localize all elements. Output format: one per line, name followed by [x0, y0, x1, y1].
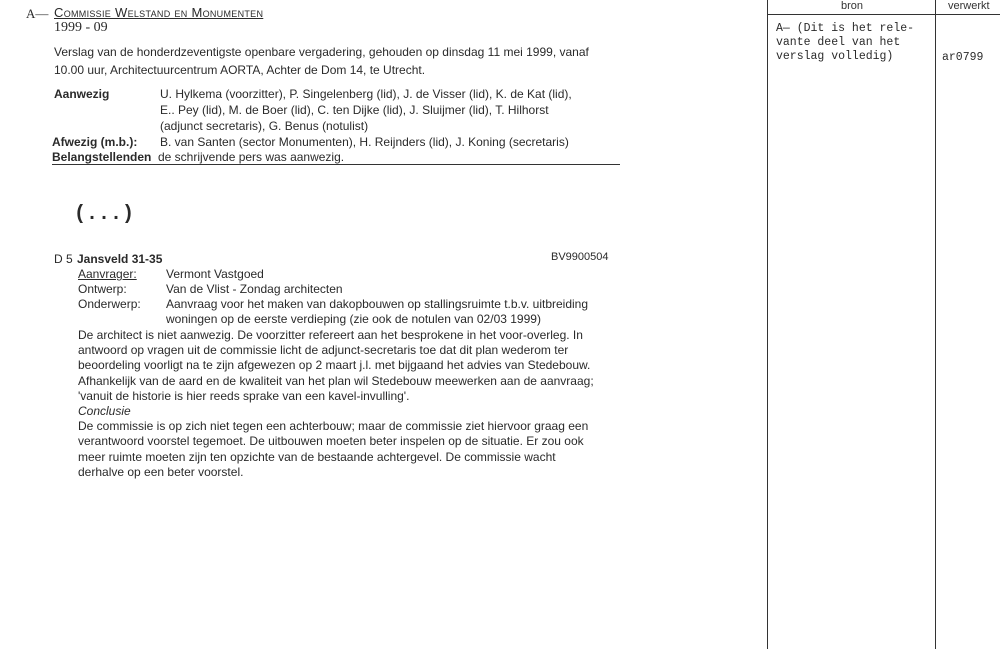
- section-marker: A—: [26, 6, 49, 21]
- margin-header-rule: [767, 14, 1000, 15]
- conclusion-line-2: verantwoord voorstel tegemoet. De uitbouwen moeten beter inspelen op de situatie. Er zou ook: [78, 434, 584, 448]
- body-line-1: De architect is niet aanwezig. De voorzitter refereert aan het besprokene in het voor-overleg. In: [78, 328, 583, 342]
- margin-divider: [935, 0, 936, 649]
- margin-left-border: [767, 0, 768, 649]
- item-code: D 5: [54, 252, 73, 266]
- conclusion-line-3: meer ruimte moeten zijn ten opzichte van de bestaande achtergevel. De commissie wacht: [78, 450, 556, 464]
- meeting-number: 1999 - 09: [54, 20, 108, 35]
- ellipsis: (...): [74, 203, 135, 226]
- bron-line-2: vante deel van het: [776, 36, 901, 49]
- intro-line-1: Verslag van de honderdzeventigste openbare vergadering, gehouden op dinsdag 11 mei 1999, vanaf: [54, 45, 589, 59]
- item-title: Jansveld 31-35: [77, 252, 163, 266]
- interested-text: de schrijvende pers was aanwezig.: [158, 150, 345, 164]
- bron-line-3: verslag volledig): [776, 50, 894, 63]
- absent-text: B. van Santen (sector Monumenten), H. Reijnders (lid), J. Koning (secretaris): [160, 135, 569, 149]
- bron-line-1: A— (Dit is het rele-: [776, 22, 915, 35]
- present-line-1: U. Hylkema (voorzitter), P. Singelenberg (lid), J. de Visser (lid), K. de Kat (lid),: [160, 87, 572, 101]
- present-line-3: (adjunct secretaris), G. Benus (notulist): [160, 119, 369, 133]
- interested-label: Belangstellenden: [52, 150, 152, 164]
- item-ref: BV9900504: [551, 251, 609, 263]
- conclusion-line-1: De commissie is op zich niet tegen een achterbouw; maar de commissie ziet hiervoor graag een: [78, 419, 589, 433]
- present-label: Aanwezig: [54, 87, 110, 101]
- conclusion-line-4: derhalve op een beter voorstel.: [78, 465, 244, 479]
- intro-line-2: 10.00 uur, Architectuurcentrum AORTA, Achter de Dom 14, te Utrecht.: [54, 63, 426, 77]
- design-label: Ontwerp:: [78, 282, 127, 296]
- verwerkt-header: verwerkt: [948, 0, 990, 12]
- applicant-label: Aanvrager:: [78, 267, 137, 281]
- body-line-3: beoordeling voorligt na te zijn afgewezen op 2 maart j.l. met bijgaand het advies van Stedebouw.: [78, 358, 591, 372]
- present-line-2: E.. Pey (lid), M. de Boer (lid), C. ten Dijke (lid), J. Sluijmer (lid), T. Hilhorst: [160, 103, 549, 117]
- org-title: Commissie Welstand en Monumenten: [54, 5, 264, 20]
- bron-header: bron: [841, 0, 864, 12]
- body-line-4: Afhankelijk van de aard en de kwaliteit van het plan wil Stedebouw meewerken aan de aanvraag;: [78, 374, 594, 388]
- conclusion-label: Conclusie: [78, 404, 131, 418]
- body-line-2: antwoord op vragen uit de commissie licht de adjunct-secretaris toe dat dit plan wederom ter: [78, 343, 569, 357]
- verwerkt-value: ar0799: [942, 51, 984, 64]
- body-line-5: 'vanuit de historie is hier reeds sprake van een kavel-invulling'.: [78, 389, 410, 403]
- attendance-rule: [52, 164, 620, 165]
- applicant-value: Vermont Vastgoed: [166, 267, 264, 281]
- subject-line-1: Aanvraag voor het maken van dakopbouwen op stallingsruimte t.b.v. uitbreiding: [166, 297, 589, 311]
- subject-line-2: woningen op de eerste verdieping (zie ook de notulen van 02/03 1999): [166, 312, 541, 326]
- design-value: Van de Vlist - Zondag architecten: [166, 282, 343, 296]
- absent-label: Afwezig (m.b.):: [52, 135, 138, 149]
- subject-label: Onderwerp:: [78, 297, 141, 311]
